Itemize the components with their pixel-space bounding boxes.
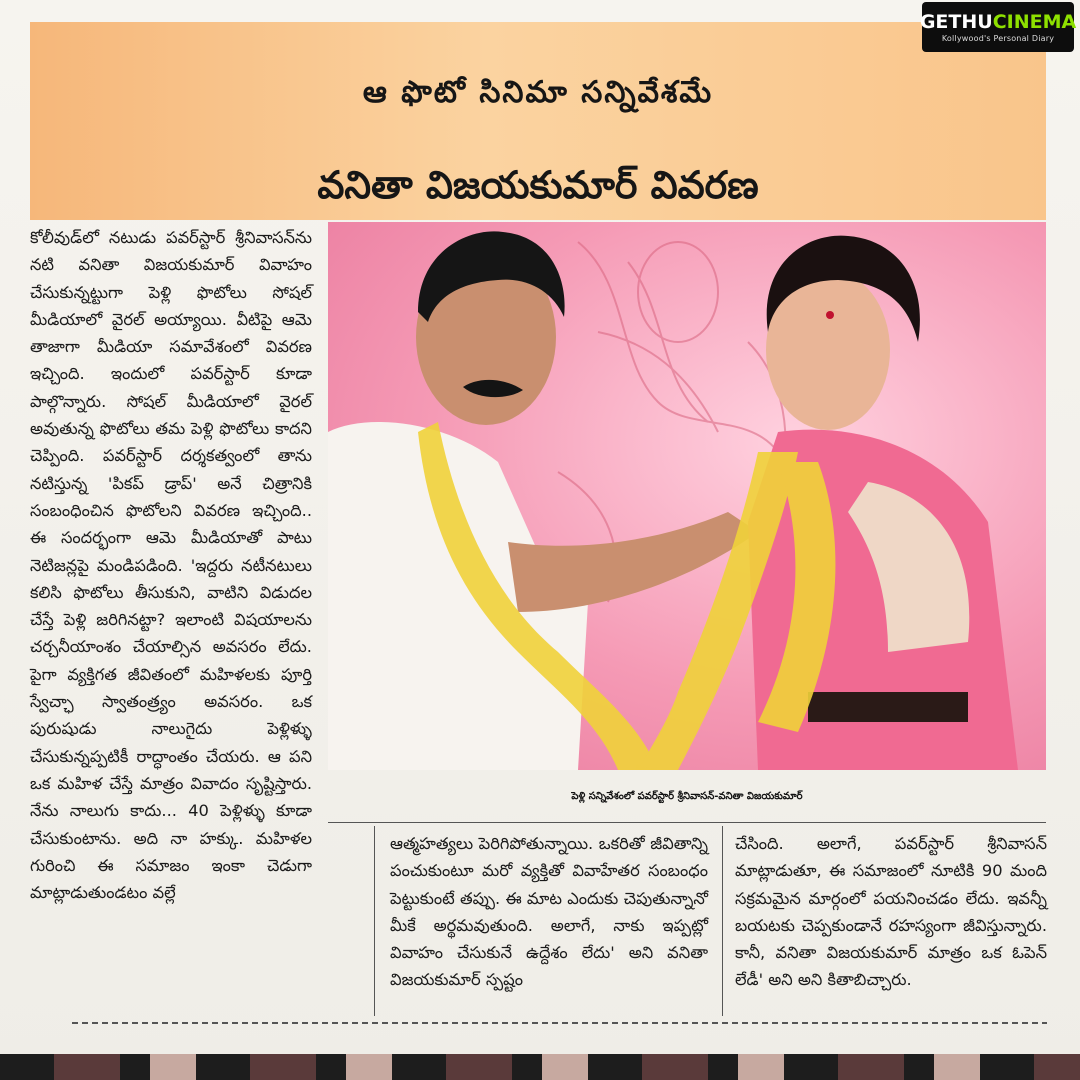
column-divider-right [722, 826, 723, 1016]
photo-illustration [328, 222, 1046, 770]
bottom-dashed-divider [72, 1022, 1047, 1024]
article-text-left: కోలీవుడ్‌లో నటుడు పవర్‌స్టార్ శ్రీనివాసన్‌ను నటి వనితా విజయకుమార్ వివాహం చేసుకున్నట్టుగా పెళ్లి ఫొటోలు సోషల్ మీడియాలో వైరల్ అయ్యాయి. వీటిపై ఆమె తాజాగా మీడియా సమావేశంలో వివరణ ఇచ్చింది. ఇందులో పవర్‌స్టార్ కూడా పాల్గొన్నారు. సోషల్ మీడియాలో వైరల్ అవుతున్న ఫొటోలు తమ పెళ్లి ఫొటోలు కాదని చెప్పింది. పవర్‌స్టార్ దర్శకత్వంలో తాను నటిస్తున్న 'పికప్ డ్రాప్' అనే చిత్రానికి సంబంధించిన ఫొటోలని వివరణ ఇచ్చింది.. ఈ సందర్భంగా ఆమె మీడియాతో పాటు నెటిజన్లపై మండిపడింది. 'ఇద్దరు నటీనటులు కలిసి ఫొటోలు తీసుకుని, వాటిని విడుదల చేస్తే పెళ్లి జరిగినట్టా? ఇలాంటి విషయాలను చర్చనీయాంశం చేయాల్సిన అవసరం లేదు. పైగా వ్యక్తిగత జీవితంలో మహిళలకు పూర్తి స్వేచ్ఛా స్వాతంత్ర్యం అవసరం. ఒక పురుషుడు నాలుగైదు పెళ్లిళ్ళు చేసుకున్నప్పటికీ రాద్ధాంతం చేయరు. ఆ పని ఒక మహిళ చేస్తే మాత్రం వివాదం సృష్టిస్తారు. నేను నాలుగు కాదు... 40 పెళ్లిళ్ళు కూడా చేసుకుంటాను. అది నా హక్కు. మహిళల గురించి ఈ సమాజం ఇంకా చెడుగా మాట్లాడుతుండటం వల్లే [30, 228, 312, 903]
wedding-scene-photo [328, 222, 1046, 770]
column-divider-left [374, 826, 375, 1016]
article-column-middle [390, 830, 708, 994]
article-text-middle: ఆత్మహత్యలు పెరిగిపోతున్నాయి. ఒకరితో జీవితాన్ని పంచుకుంటూ మరో వ్యక్తితో వివాహేతర సంబంధం పెట్టుకుంటే తప్పు. ఈ మాట ఎందుకు చెపుతున్నానో మీకే అర్థమవుతుంది. అలాగే, నాకు ఇప్పట్లో వివాహం చేసుకునే ఉద్దేశం లేదు' అని వనితా విజయకుమార్ స్పష్టం [390, 834, 708, 990]
headline: ఆ ఫొటో సినిమా సన్నివేశమే [362, 75, 714, 110]
watermark-tagline: Kollywood's Personal Diary [941, 33, 1055, 43]
photo-caption: పెళ్లి సన్నివేశంలో పవర్‌స్టార్ శ్రీనివాసన్-వనితా విజయకుమార్ [571, 791, 803, 802]
headline-banner [30, 22, 1046, 220]
watermark-brand-part1: GETHU [919, 10, 993, 33]
watermark-brand [920, 12, 1076, 32]
subheadline: వనితా విజయకుమార్ వివరణ [317, 163, 759, 207]
caption-divider [328, 822, 1046, 823]
article-text-right: చేసింది. అలాగే, పవర్‌స్టార్ శ్రీనివాసన్ మాట్లాడుతూ, ఈ సమాజంలో నూటికి 90 మంది సక్రమమైన మార్గంలో పయనించడం లేదు. ఇవన్నీ బయటకు చెప్పకుండానే రహస్యంగా జీవిస్తున్నారు. కానీ, వనితా విజయకుమార్ మాత్రం ఒక ఓపెన్ లేడీ' అని అని కితాబిచ్చారు. [735, 834, 1047, 990]
site-watermark-logo [919, 2, 1077, 52]
article-column-left [30, 224, 312, 906]
watermark-brand-part2: CINEMA [992, 10, 1077, 33]
next-article-image-strip [0, 1054, 1080, 1080]
article-column-right [735, 830, 1047, 994]
